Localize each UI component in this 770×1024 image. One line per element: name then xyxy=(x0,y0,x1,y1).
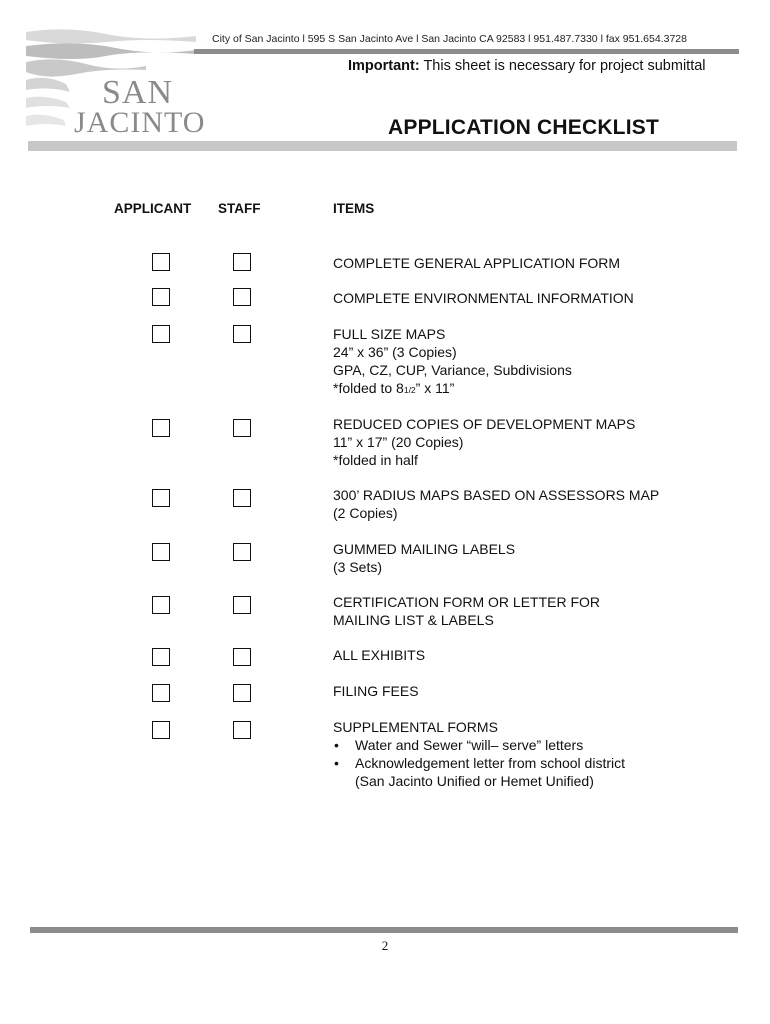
column-header-items: ITEMS xyxy=(333,201,375,216)
applicant-checkbox[interactable] xyxy=(152,489,170,507)
staff-checkbox[interactable] xyxy=(233,596,251,614)
column-header-applicant: APPLICANT xyxy=(114,201,192,216)
checklist-item-text xyxy=(333,682,419,700)
staff-checkbox[interactable] xyxy=(233,721,251,739)
checklist-item-text xyxy=(333,486,659,522)
item-line: *folded in half xyxy=(333,452,418,468)
item-line: 24” x 36” (3 Copies) xyxy=(333,344,457,360)
staff-checkbox[interactable] xyxy=(233,288,251,306)
fold-suffix: ” x 11” xyxy=(415,380,455,396)
fold-fraction: 1/2 xyxy=(403,385,416,395)
title-divider xyxy=(28,141,737,151)
item-line-folded xyxy=(333,379,572,399)
important-note xyxy=(348,58,706,74)
header-divider xyxy=(194,49,739,54)
important-text: This sheet is necessary for project submittal xyxy=(419,58,706,74)
checklist-item-text xyxy=(333,415,635,469)
staff-checkbox[interactable] xyxy=(233,648,251,666)
staff-checkbox[interactable] xyxy=(233,253,251,271)
item-line: GUMMED MAILING LABELS xyxy=(333,541,516,557)
fold-prefix: *folded to 8 xyxy=(333,380,404,396)
checklist-item-text xyxy=(333,540,515,576)
item-line: (2 Copies) xyxy=(333,505,398,521)
applicant-checkbox[interactable] xyxy=(152,419,170,437)
logo-word-san: SAN xyxy=(102,74,174,111)
item-line: MAILING LIST & LABELS xyxy=(333,612,494,628)
item-line: 300’ RADIUS MAPS BASED ON ASSESSORS MAP xyxy=(333,487,660,503)
staff-checkbox[interactable] xyxy=(233,325,251,343)
checklist-item-text xyxy=(333,646,425,664)
item-line: GPA, CZ, CUP, Variance, Subdivisions xyxy=(333,362,572,378)
applicant-checkbox[interactable] xyxy=(152,648,170,666)
column-header-staff: STAFF xyxy=(218,201,261,216)
applicant-checkbox[interactable] xyxy=(152,596,170,614)
city-logo xyxy=(26,28,206,148)
city-contact-info: City of San Jacinto l 595 S San Jacinto Ave l San Jacinto CA 92583 l 951.487.7330 l fax 951.654.3728 xyxy=(212,33,687,45)
checklist-item-text xyxy=(333,325,572,399)
item-line: COMPLETE ENVIRONMENTAL INFORMATION xyxy=(333,290,634,306)
applicant-checkbox[interactable] xyxy=(152,684,170,702)
checklist-item-text xyxy=(333,718,625,790)
applicant-checkbox[interactable] xyxy=(152,288,170,306)
staff-checkbox[interactable] xyxy=(233,684,251,702)
list-item: • Water and Sewer “will– serve” letters xyxy=(333,736,625,754)
applicant-checkbox[interactable] xyxy=(152,721,170,739)
applicant-checkbox[interactable] xyxy=(152,253,170,271)
page-title: APPLICATION CHECKLIST xyxy=(388,116,659,139)
item-line: FILING FEES xyxy=(333,683,419,699)
staff-checkbox[interactable] xyxy=(233,543,251,561)
staff-checkbox[interactable] xyxy=(233,419,251,437)
item-line: 11” x 17” (20 Copies) xyxy=(333,434,464,450)
important-label: Important: xyxy=(348,58,420,74)
supplemental-forms-list xyxy=(333,736,625,772)
item-line: REDUCED COPIES OF DEVELOPMENT MAPS xyxy=(333,416,636,432)
checklist-item-text xyxy=(333,254,620,272)
checklist-item-text xyxy=(333,289,634,307)
staff-checkbox[interactable] xyxy=(233,489,251,507)
logo-word-jacinto: JACINTO xyxy=(74,106,206,139)
item-line: SUPPLEMENTAL FORMS xyxy=(333,719,498,735)
item-line: CERTIFICATION FORM OR LETTER FOR xyxy=(333,594,601,610)
applicant-checkbox[interactable] xyxy=(152,543,170,561)
item-line-indented: (San Jacinto Unified or Hemet Unified) xyxy=(355,773,594,789)
checklist-item-text xyxy=(333,593,600,629)
item-line: (3 Sets) xyxy=(333,559,383,575)
item-line: FULL SIZE MAPS xyxy=(333,326,446,342)
page-number: 2 xyxy=(381,938,389,953)
applicant-checkbox[interactable] xyxy=(152,325,170,343)
item-line: COMPLETE GENERAL APPLICATION FORM xyxy=(333,255,621,271)
list-item: • Acknowledgement letter from school district xyxy=(333,754,625,772)
footer-divider xyxy=(30,927,738,933)
item-line: ALL EXHIBITS xyxy=(333,647,426,663)
